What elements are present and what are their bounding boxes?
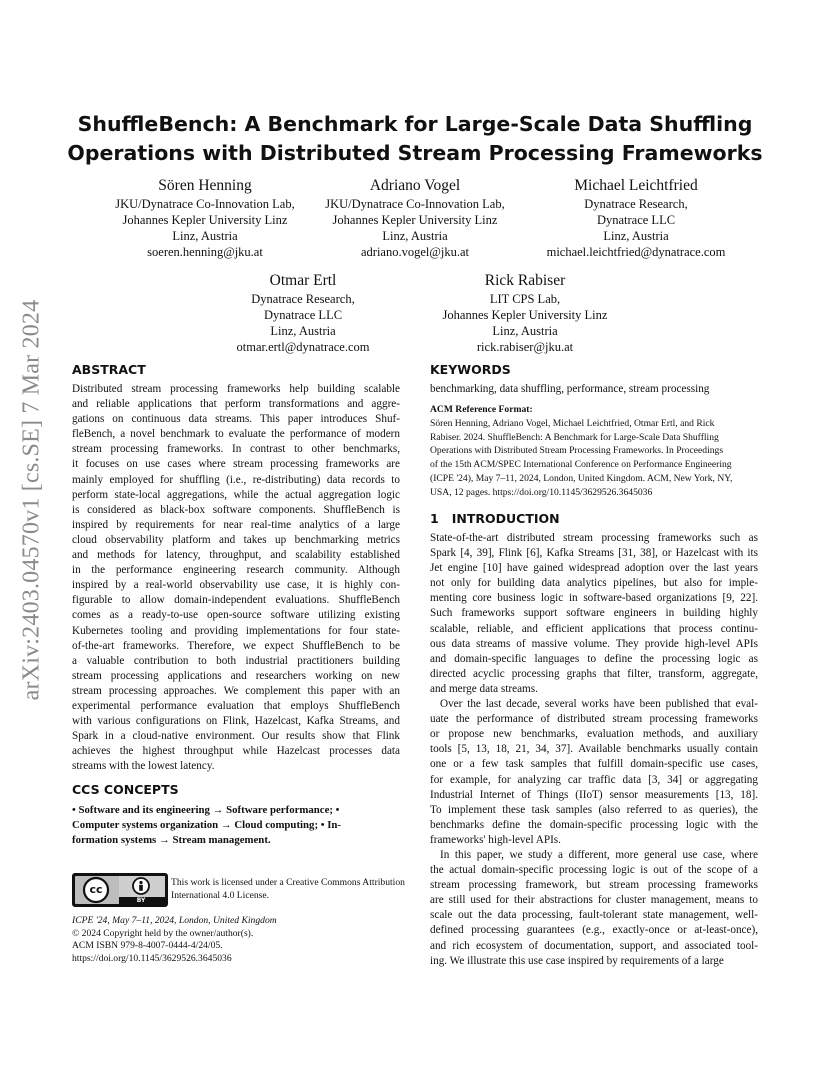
text-line: cloud observability platform and takes up benchmarking metrics	[72, 533, 400, 546]
text-line: it focuses on use cases where stream processing frameworks are	[72, 458, 400, 471]
text-line: Spark [4, 39], Flink [6], Kafka Streams [31, 38], or Hazelcast with its	[430, 547, 758, 560]
author-email: otmar.ertl@dynatrace.com	[236, 340, 370, 354]
ccs-line: formation systems → Stream management.	[72, 834, 271, 847]
text-line: and methods for latency, throughput, and scalability established	[72, 549, 400, 562]
author-name: Michael Leichtfried	[574, 177, 698, 194]
text-line: streams with the lowest latency.	[72, 760, 215, 773]
text-line: scale out the data processing, fault-tolerant state management, well-	[430, 909, 758, 922]
ccs-line: Computer systems organization → Cloud computing; • In-	[72, 819, 342, 832]
text-line: Industrial Internet of Things (IIoT) sensor measurements [13, 18].	[430, 788, 758, 801]
text-line: not only for building data analytics pipelines, but also for imple-	[430, 577, 758, 590]
text-line: and merge data streams.	[430, 682, 538, 695]
text-line: or propose new benchmarks, evaluation methods, and auxiliary	[430, 728, 758, 741]
text-line: uate the performance of distributed stream processing frameworks	[430, 713, 758, 726]
text-line: experimental performance evaluation that employs ShuffleBench	[72, 699, 400, 712]
text-line: Over the last decade, several works have been published that eval-	[440, 698, 758, 711]
acm-reference	[430, 417, 762, 499]
introduction-heading	[430, 511, 560, 526]
author-block	[295, 176, 535, 260]
author-name: Otmar Ertl	[269, 272, 337, 289]
reference-line: (ICPE '24), May 7–11, 2024, London, United Kingdom. ACM, New York, NY,	[430, 472, 733, 484]
author-name: Sören Henning	[158, 177, 252, 194]
text-line: of-the-art frameworks. Therefore, we expect ShuffleBench to be	[72, 639, 400, 652]
text-line: stream processing approaches. We complement this paper with an	[72, 684, 400, 697]
text-line: inspired by requirements for near real-time analytics of a large	[72, 518, 400, 531]
author-block	[516, 176, 756, 260]
author-affiliation: Dynatrace Research,	[584, 197, 688, 211]
text-line: achieves the highest throughput while Hazelcast processes data	[72, 745, 400, 758]
text-line: stream processing framework, but stream processing frameworks	[430, 879, 758, 892]
doi-line: https://doi.org/10.1145/3629526.3645036	[72, 952, 232, 964]
text-line: in the performance engineering research community. Although	[72, 564, 400, 577]
title-line: Operations with Distributed Stream Processing Frameworks	[67, 141, 763, 165]
author-affiliation: Johannes Kepler University Linz	[442, 308, 608, 322]
text-line: In this paper, we study a different, more general use case, where	[440, 848, 758, 861]
ccs-concepts	[72, 803, 400, 848]
text-line: tools [5, 13, 18, 21, 34, 37]. Available benchmarks usually contain	[430, 743, 758, 756]
section-number: 1	[430, 511, 439, 526]
conference-line: ICPE '24, May 7–11, 2024, London, United Kingdom	[72, 915, 277, 926]
by-badge-text: BY	[136, 897, 146, 904]
text-line: ous data streams of massive volume. They provide high-level APIs	[430, 637, 758, 650]
reference-line: Rabiser. 2024. ShuffleBench: A Benchmark for Large-Scale Data Shuffling	[430, 431, 719, 443]
copyright-line: © 2024 Copyright held by the owner/author(s).	[72, 927, 254, 939]
text-line: gations on continuous data streams. This paper introduces Shuf-	[72, 413, 400, 426]
author-affiliation: Dynatrace LLC	[596, 213, 676, 227]
introduction-body	[430, 531, 758, 969]
author-affiliation: LIT CPS Lab,	[489, 292, 561, 306]
author-affiliation: Linz, Austria	[172, 229, 238, 243]
text-line: fleBench, a novel benchmark to evaluate the performance of modern	[72, 428, 400, 441]
paper-title	[60, 110, 770, 168]
author-affiliation: Linz, Austria	[492, 324, 558, 338]
text-line: is considered as black-box software components. ShuffleBench is	[72, 503, 400, 516]
author-affiliation: Linz, Austria	[270, 324, 336, 338]
license-line: International 4.0 License.	[171, 889, 270, 901]
text-line: inspired by a real-world observability use case, it is highly con-	[72, 579, 400, 592]
author-block	[183, 271, 423, 355]
author-affiliation: Johannes Kepler University Linz	[122, 213, 288, 227]
author-affiliation: Dynatrace LLC	[263, 308, 343, 322]
ccs-line: • Software and its engineering → Software performance; •	[72, 804, 340, 816]
license-text	[171, 877, 411, 902]
keywords-text: benchmarking, data shuffling, performance, stream processing	[430, 383, 710, 395]
abstract-body	[72, 382, 400, 774]
section-title: INTRODUCTION	[451, 511, 560, 526]
text-line: with various configurations on Flink, Hazelcast, Kafka Streams, and	[72, 715, 400, 728]
author-email: adriano.vogel@jku.at	[360, 245, 469, 259]
text-line: and domain-specific languages to define the processing logic as	[430, 652, 758, 665]
text-line: To implement these task samples (also referred to as queries), the	[430, 803, 758, 816]
author-email: michael.leichtfried@dynatrace.com	[546, 245, 726, 259]
text-line: defined processing guarantees (e.g., exactly-once or at-least-once),	[430, 924, 758, 937]
text-line: comes as a ready-to-use open-source software utilizing existing	[72, 609, 400, 622]
author-block	[85, 176, 325, 260]
author-affiliation: Linz, Austria	[603, 229, 669, 243]
author-affiliation: JKU/Dynatrace Co-Innovation Lab,	[325, 197, 505, 211]
title-line: ShuffleBench: A Benchmark for Large-Scale Data Shuffling	[77, 112, 753, 136]
text-line: Spark in a cloud-native environment. Our results show that Flink	[72, 730, 400, 743]
text-line: one or a few task samples that fulfill domain-specific use cases,	[430, 758, 758, 771]
text-line: scalable, reliable, and efficient applications that process continu-	[430, 622, 758, 635]
text-line: perform state-local aggregations, while the actual aggregation logic	[72, 488, 400, 501]
author-email: soeren.henning@jku.at	[147, 245, 263, 259]
reference-line: Operations with Distributed Stream Processing Frameworks. In Proceedings	[430, 445, 724, 457]
arxiv-identifier	[10, 280, 54, 720]
cc-badge-text: cc	[89, 883, 103, 896]
author-affiliation: Dynatrace Research,	[251, 292, 355, 306]
isbn-line: ACM ISBN 979-8-4007-0444-4/24/05.	[72, 940, 223, 952]
author-email: rick.rabiser@jku.at	[476, 340, 574, 354]
acm-reference-heading: ACM Reference Format:	[430, 404, 533, 415]
text-line: a valuable contribution to both industrial practitioners building	[72, 654, 400, 667]
cc-by-license-badge	[72, 873, 168, 907]
footer-metadata	[72, 915, 392, 965]
text-line: figurable to allow domain-independent evaluations. ShuffleBench	[72, 594, 400, 607]
text-line: menting core business logic in software-based organizations [9, 22].	[430, 592, 758, 605]
reference-line: USA, 12 pages. https://doi.org/10.1145/3629526.3645036	[430, 486, 653, 498]
reference-line: of the 15th ACM/SPEC International Conference on Performance Engineering	[430, 459, 732, 471]
keywords-heading: KEYWORDS	[430, 362, 511, 377]
text-line: stream processing applications and researchers working on new	[72, 669, 400, 682]
text-line: mainly employed for shuffling (i.e., re-distributing) data records to	[72, 473, 400, 486]
author-name: Adriano Vogel	[369, 177, 461, 194]
text-line: the actual domain-specific processing logic is out of the scope of a	[430, 864, 758, 877]
text-line: and reliable applications that perform transformations and aggre-	[72, 398, 400, 411]
abstract-heading: ABSTRACT	[72, 362, 146, 377]
text-line: Such frameworks support software engineers in building highly	[430, 607, 758, 620]
author-affiliation: Johannes Kepler University Linz	[332, 213, 498, 227]
text-line: State-of-the-art distributed stream processing frameworks such as	[430, 532, 758, 544]
author-block	[405, 271, 645, 355]
license-line: This work is licensed under a Creative Commons Attribution	[171, 877, 405, 888]
ccs-heading: CCS CONCEPTS	[72, 782, 179, 797]
text-line: ing. We illustrate this use case inspired by requirements of a large	[430, 954, 724, 967]
text-line: Jet engine [10] have gained widespread adoption over the last years	[430, 562, 758, 575]
text-line: directed acyclic processing graphs that filter, transform, aggregate,	[430, 667, 758, 680]
text-line: and rich ecosystem of documentation, support, and associated tool-	[430, 939, 758, 952]
reference-line: Sören Henning, Adriano Vogel, Michael Leichtfried, Otmar Ertl, and Rick	[430, 418, 715, 429]
text-line: frameworks' high-level APIs.	[430, 833, 561, 846]
text-line: Distributed stream processing frameworks help building scalable	[72, 383, 400, 395]
author-affiliation: JKU/Dynatrace Co-Innovation Lab,	[115, 197, 295, 211]
text-line: Kubernetes tooling and providing implementations for four state-	[72, 624, 400, 637]
arxiv-identifier-text: arXiv:2403.04570v1 [cs.SE] 7 Mar 2024	[18, 299, 45, 701]
text-line: stream processing frameworks. In contrast to other benchmarks,	[72, 443, 400, 456]
author-affiliation: Linz, Austria	[382, 229, 448, 243]
author-name: Rick Rabiser	[484, 272, 566, 289]
text-line: benchmarks define the domain-specific processing logic with the	[430, 818, 758, 831]
text-line: for example, for analyzing car traffic data [3, 34] or aggregating	[430, 773, 758, 786]
text-line: are still used for their abstractions for cluster management, means to	[430, 894, 758, 907]
